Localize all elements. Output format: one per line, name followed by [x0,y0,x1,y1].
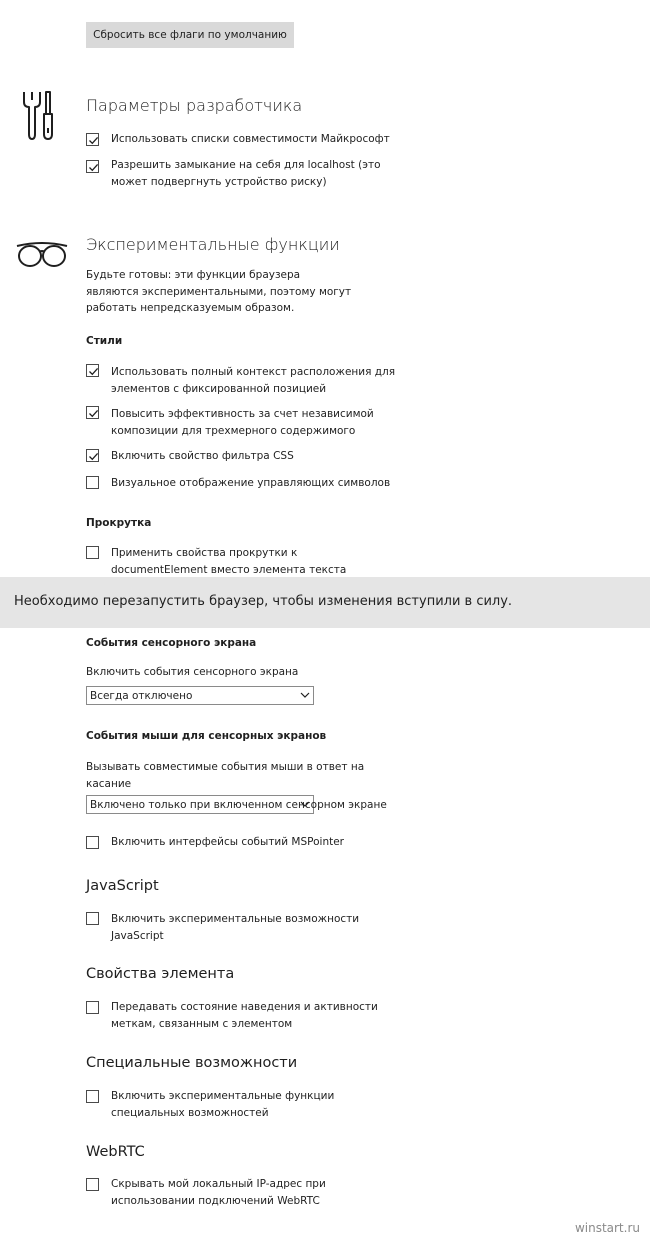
option-label: Визуальное отображение управляющих символов [111,477,391,489]
checkbox[interactable] [86,546,99,559]
checkbox[interactable] [86,364,99,377]
watermark: winstart.ru [574,1221,640,1235]
mouse-events-heading: События мыши для сенсорных экранов [86,730,327,742]
webrtc-section-title: WebRTC [86,1144,145,1160]
select-value: Всегда отключено [90,690,193,702]
experimental-warning: Будьте готовы: эти функции браузера являются экспериментальными, поэтому могут работать непредсказуемым образом. [86,269,352,314]
checkmark-icon [88,135,99,146]
developer-section-title: Параметры разработчика [86,96,303,115]
chevron-down-icon [300,691,310,699]
mouse-events-label: Вызывать совместимые события мыши в ответ на касание [86,761,365,790]
checkbox[interactable] [86,449,99,462]
option-label: Включить свойство фильтра CSS [111,450,294,462]
touch-events-heading: События сенсорного экрана [86,637,257,649]
checkbox[interactable] [86,160,99,173]
checkmark-icon [88,408,99,419]
chevron-down-icon [300,800,310,808]
checkmark-icon [88,451,99,462]
option-label: Использовать полный контекст расположения для элементов с фиксированной позицией [111,366,396,395]
checkmark-icon [88,162,99,173]
option-label: Включить интерфейсы событий MSPointer [111,836,344,848]
select-value: Включено только при включенном сенсорном экране [90,799,387,811]
scrolling-heading: Прокрутка [86,517,152,529]
goggles-icon [14,236,70,272]
checkbox[interactable] [86,406,99,419]
reset-flags-button[interactable]: Сбросить все флаги по умолчанию [86,22,294,48]
restart-banner-text: Необходимо перезапустить браузер, чтобы изменения вступили в силу. [14,594,513,609]
element-props-section-title: Свойства элемента [86,966,235,982]
touch-events-label: Включить события сенсорного экрана [86,666,299,678]
option-label: Включить экспериментальные возможности JavaScript [111,913,360,942]
option-label: Разрешить замыкание на себя для localhost (это может подвергнуть устройство риску) [111,159,381,188]
option-label: Передавать состояние наведения и активности меткам, связанным с элементом [111,1001,378,1030]
checkbox[interactable] [86,476,99,489]
checkbox[interactable] [86,1001,99,1014]
checkbox[interactable] [86,1090,99,1103]
styles-heading: Стили [86,335,123,347]
restart-banner [0,577,650,628]
javascript-section-title: JavaScript [86,878,159,894]
option-label: Включить экспериментальные функции специальных возможностей [111,1090,335,1119]
checkbox[interactable] [86,1178,99,1191]
option-label: Использовать списки совместимости Майкрософт [111,133,390,145]
checkmark-icon [88,366,99,377]
option-label: Повысить эффективность за счет независимой композиции для трехмерного содержимого [111,408,374,437]
mouse-events-select[interactable] [86,795,387,814]
checkbox[interactable] [86,912,99,925]
tools-icon [20,88,60,144]
checkbox[interactable] [86,133,99,146]
accessibility-section-title: Специальные возможности [86,1055,298,1071]
experimental-section-title: Экспериментальные функции [86,235,340,254]
touch-events-select[interactable] [86,686,314,705]
option-label: Скрывать мой локальный IP-адрес при использовании подключений WebRTC [111,1178,326,1207]
checkbox[interactable] [86,836,99,849]
option-label: Применить свойства прокрутки к documentElement вместо элемента текста [111,547,347,576]
